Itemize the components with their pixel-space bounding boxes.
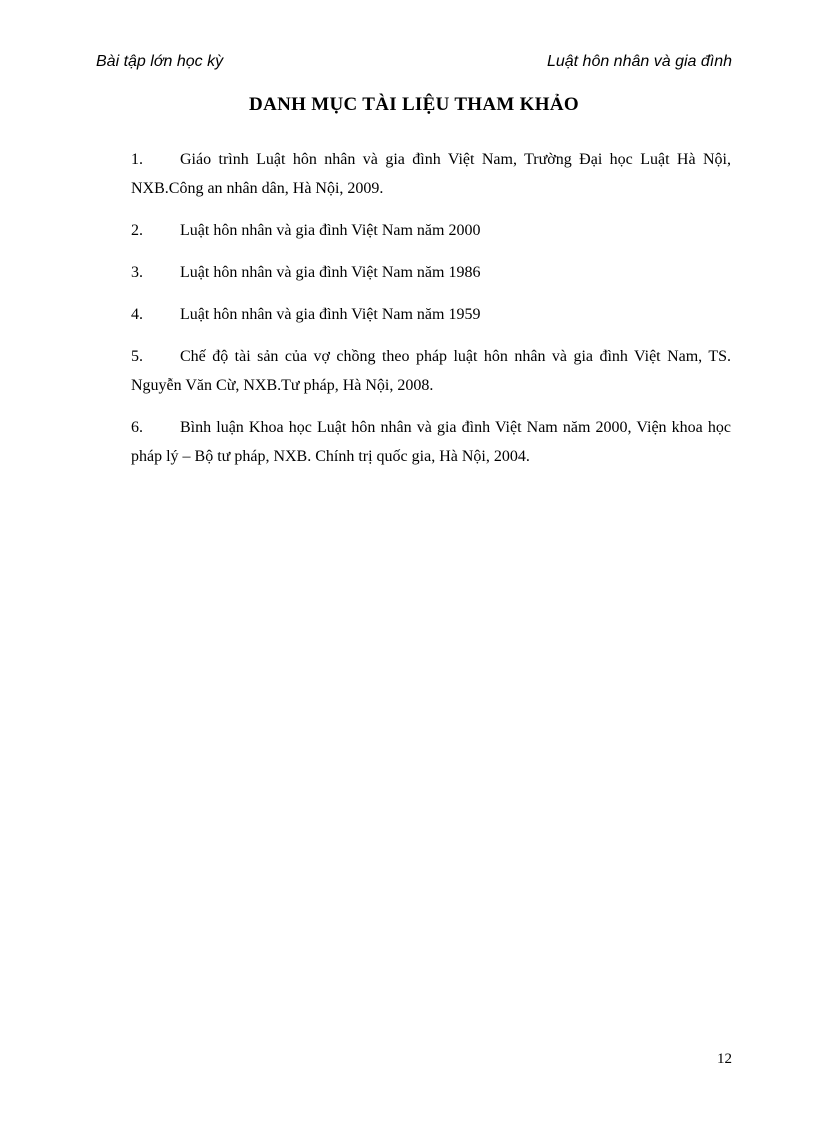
reference-item xyxy=(131,413,731,471)
reference-item xyxy=(131,300,731,329)
reference-text: Luật hôn nhân và gia đình Việt Nam năm 1959 xyxy=(180,306,481,323)
reference-text: Bình luận Khoa học Luật hôn nhân và gia đình Việt Nam năm 2000, Viện khoa học pháp lý – Bộ tư pháp, NXB. Chính trị quốc gia, Hà Nội, 2004. xyxy=(131,419,731,465)
reference-item xyxy=(131,216,731,245)
header-left-text: Bài tập lớn học kỳ xyxy=(96,53,224,70)
reference-number: 6. xyxy=(131,419,143,436)
reference-number: 4. xyxy=(131,306,143,323)
reference-item xyxy=(131,145,731,203)
reference-number: 2. xyxy=(131,222,143,239)
reference-number: 3. xyxy=(131,264,143,281)
reference-list xyxy=(131,145,731,484)
reference-text: Chế độ tài sản của vợ chồng theo pháp luật hôn nhân và gia đình Việt Nam, TS. Nguyễn Văn Cừ, NXB.Tư pháp, Hà Nội, 2008. xyxy=(131,348,731,394)
page-title: DANH MỤC TÀI LIỆU THAM KHẢO xyxy=(249,94,579,115)
page-number: 12 xyxy=(717,1051,732,1067)
page-header xyxy=(96,51,732,73)
reference-item xyxy=(131,342,731,400)
reference-number: 5. xyxy=(131,348,143,365)
header-right-text: Luật hôn nhân và gia đình xyxy=(546,53,732,70)
reference-number: 1. xyxy=(131,151,143,168)
reference-text: Luật hôn nhân và gia đình Việt Nam năm 1986 xyxy=(180,264,481,281)
reference-item xyxy=(131,258,731,287)
reference-text: Luật hôn nhân và gia đình Việt Nam năm 2000 xyxy=(180,222,481,239)
reference-text: Giáo trình Luật hôn nhân và gia đình Việt Nam, Trường Đại học Luật Hà Nội, NXB.Công an nhân dân, Hà Nội, 2009. xyxy=(131,151,731,197)
